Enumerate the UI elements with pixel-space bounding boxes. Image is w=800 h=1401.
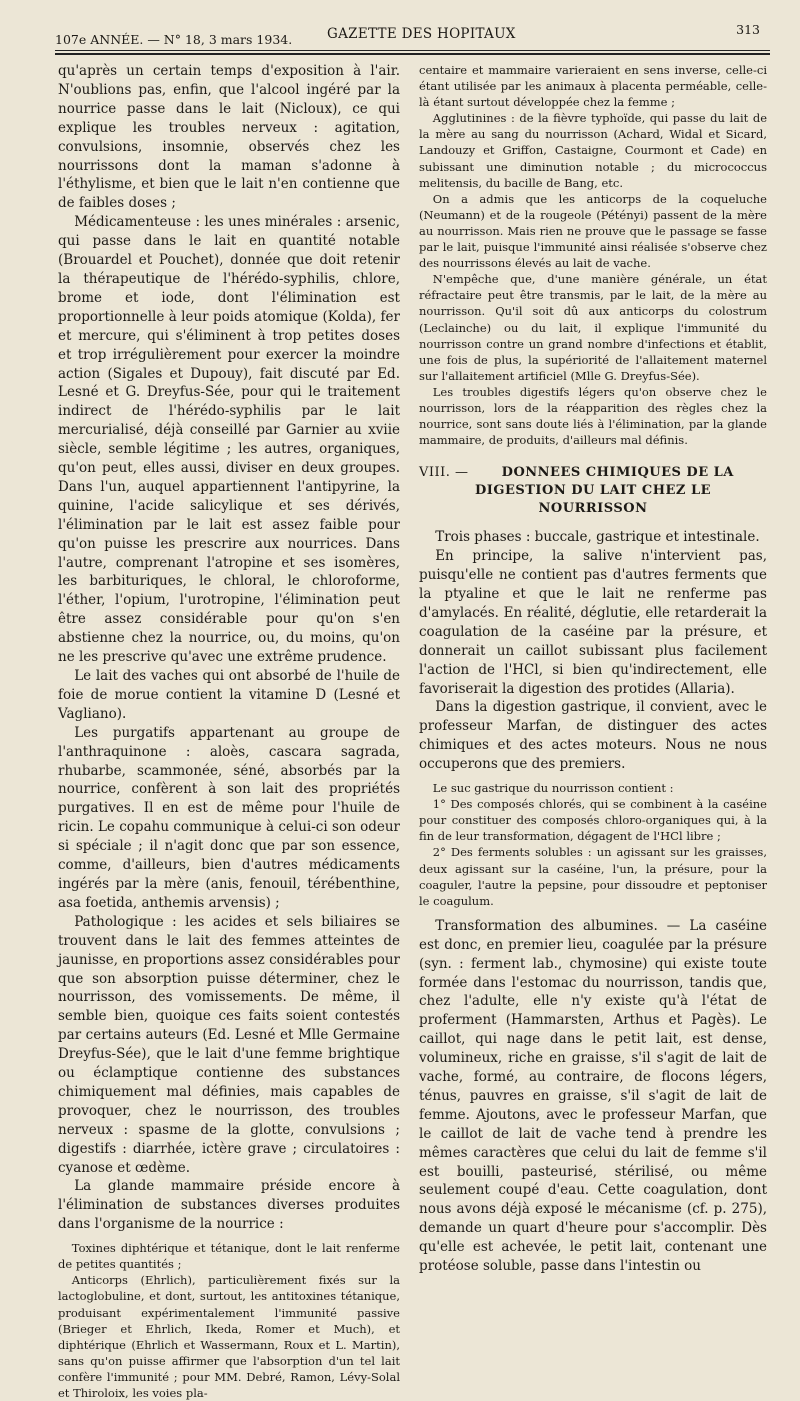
- spacer: [419, 909, 767, 917]
- small-print-block: [58, 1240, 400, 1401]
- page-header: [55, 22, 770, 46]
- paragraph: Pathologique : les acides et sels biliaires se trouvent dans le lait des femmes atteintes de jaunisse, en proportions assez considérables pour que son absorption puisse déterminer, chez le nourrisson, des vomissements. De même, il semble bien, quoique ces faits soient contestés par certains auteurs (Ed. Lesné et Mlle Germaine Dreyfus-Sée), que le lait d'une femme brightique ou éclamptique contienne des substances chimiquement mal définies, mais capables de provoquer, chez le nourrisson, des troubles nerveux : spasme de la glotte, convulsions ; digestifs : diarrhée, ictère grave ; circulatoires : cyanose et œdème.: [58, 913, 400, 1176]
- paragraph: Le lait des vaches qui ont absorbé de l'huile de foie de morue contient la vitamine D (Lesné et Vagliano).: [58, 668, 400, 722]
- paragraph: En principe, la salive n'intervient pas, puisqu'elle ne contient pas d'autres ferments que la ptyaline et que le lait ne renferme pas d'amylacés. En réalité, déglutie, elle retarderait la coagulation de la caséine par la présure, et donnerait un caillot subissant plus facilement l'action de l'HCl, si bien qu'indirectement, elle favoriserait la digestion des protides (Allaria).: [419, 548, 767, 697]
- page-number: 313: [736, 22, 760, 37]
- paragraph: La glande mammaire préside encore à l'élimination de substances diverses produites dans l'organisme de la nourrice :: [58, 1178, 400, 1233]
- header-rule-thick: [55, 53, 770, 55]
- left-column: [58, 62, 400, 1401]
- small-paragraph: 2° Des ferments solubles : un agissant sur les graisses, deux agissant sur la caséine, l'un, la présure, pour la coaguler, l'autre la pepsine, pour dissoudre et peptoniser le coagulum.: [419, 845, 767, 908]
- paragraph: Dans la digestion gastrique, il convient, avec le professeur Marfan, de distinguer des actes chimiques et des actes moteurs. Nous ne nous occuperons que des premiers.: [419, 699, 767, 773]
- small-paragraph: On a admis que les anticorps de la coqueluche (Neumann) et de la rougeole (Pétényi) passent de la mère au nourrisson. Mais rien ne prouve que le passage se fasse par le lait, puisque l'immunité ainsi réalisée s'observe chez des nourrissons élevés au lait de vache.: [419, 191, 767, 271]
- section-title: DONNEES CHIMIQUES DE LA DIGESTION DU LAIT CHEZ LE NOURRISSON: [475, 465, 734, 517]
- issue-info: 107e ANNÉE. — N° 18, 3 mars 1934.: [55, 32, 293, 47]
- small-paragraph: 1° Des composés chlorés, qui se combinent à la caséine pour constituer des composés chloro-organiques qui, à la fin de leur transformation, dégagent de l'HCl libre ;: [419, 797, 767, 844]
- paragraph: Les purgatifs appartenant au groupe de l'anthraquinone : aloès, cascara sagrada, rhubarbe, scammonée, séné, absorbés par la nourrice, confèrent à son lait des propriétés purgatives. Il en est de même pour l'huile de ricin. Le copahu communique à celui-ci son odeur si spéciale ; il n'agit donc que par son essence, comme, d'ailleurs, bien d'autres médicaments ingérés par la mère (anis, fenouil, térébenthine, asa foetida, anthemis arvensis) ;: [58, 724, 400, 911]
- small-paragraph: Le suc gastrique du nourrisson contient :: [432, 781, 674, 796]
- paragraph: qu'après un certain temps d'exposition à l'air. N'oublions pas, enfin, que l'alcool ingéré par la nourrice passe dans le lait (Nicloux), ce qui explique les troubles nerveux : agitation, convulsions, insomnie, observés chez les nourrissons dont la maman s'adonne à l'éthylisme, et bien que le lait n'en contienne que de faibles doses ;: [58, 63, 400, 212]
- section-heading: [419, 464, 767, 518]
- paragraph: Médicamenteuse : les unes minérales : arsenic, qui passe dans le lait en quantité notable (Brouardel et Pouchet), donnée que doit retenir la thérapeutique de l'hérédo-syphilis, chlore, brome et iode, dont l'élimination est proportionnelle à leur poids atomique (Kolda), fer et mercure, qui s'éliminent à trop petites doses et trop irrégulièrement pour exercer la moindre action (Sigales et Dupouy), fait discuté par Ed. Lesné et G. Dreyfus-Sée, pour qui le traitement indirect de l'hérédo-syphilis par le lait mercurialisé, déjà conseillé par Garnier au xviie siècle, semble légitime ; les autres, organiques, qu'on peut, elles aussi, diviser en deux groupes. Dans l'un, auquel appartiennent l'antipyrine, la quinine, l'acide salicylique et ses dérivés, l'élimination par le lait est assez faible pour qu'on puisse les prescrire aux nourrices. Dans l'autre, comprenant l'atropine et ses isomères, les barbituriques, le chloral, le chloroforme, l'éther, l'opium, l'urotropine, l'élimination peut être assez considérable pour qu'on s'en abstienne chez la nourrice, ou, du moins, qu'on ne les prescrive qu'avec une extrême prudence.: [58, 214, 400, 666]
- small-print-block: [419, 780, 767, 909]
- right-column: [419, 62, 767, 1276]
- small-paragraph: centaire et mammaire varieraient en sens inverse, celle-ci étant utilisée par les animaux à placenta perméable, celle-là étant surtout développée chez la femme ;: [419, 63, 767, 110]
- small-paragraph: N'empêche que, d'une manière générale, un état réfractaire peut être transmis, par le lait, de la mère au nourrisson. Qu'il soit dû aux anticorps du colostrum (Leclainche) ou du lait, il explique l'immunité du nourrisson contre un grand nombre d'infections et établit, une fois de plus, la supériorité de l'allaitement maternel sur l'allaitement artificiel (Mlle G. Dreyfus-Sée).: [419, 272, 767, 383]
- section-number: VIII. —: [419, 465, 469, 481]
- small-paragraph: Toxines diphtérique et tétanique, dont le lait renferme de petites quantités ;: [58, 1241, 400, 1272]
- small-paragraph: Les troubles digestifs légers qu'on observe chez le nourrisson, lors de la réapparition des règles chez la nourrice, sont sans doute liés à l'élimination, par la glande mammaire, de produits, d'ailleurs mal définis.: [419, 384, 767, 448]
- header-rule-thin: [55, 50, 770, 51]
- paragraph: Trois phases : buccale, gastrique et intestinale.: [435, 529, 760, 546]
- journal-title: GAZETTE DES HOPITAUX: [327, 26, 516, 42]
- small-paragraph: Agglutinines : de la fièvre typhoïde, qui passe du lait de la mère au sang du nourrisson (Achard, Widal et Sicard, Landouzy et Griffon, Castaigne, Courmont et Cade) en subissant une diminution notable ; du micrococcus melitensis, du bacille de Bang, etc.: [419, 111, 767, 190]
- paragraph: Transformation des albumines. — La caséine est donc, en premier lieu, coagulée par la présure (syn. : ferment lab., chymosine) qui existe toute formée dans l'estomac du nourrisson, tandis que, chez l'adulte, elle n'y existe qu'à l'état de proferment (Hammarsten, Arthus et Pagès). Le caillot, qui nage dans le petit lait, est dense, volumineux, riche en graisse, s'il s'agit de lait de vache, formé, au contraire, de flocons légers, ténus, pauvres en graisse, s'il s'agit de lait de femme. Ajoutons, avec le professeur Marfan, que le caillot de lait de vache tend à prendre les mêmes caractères que celui du lait de femme s'il est bouilli, pasteurisé, stérilisé, ou même seulement coupé d'eau. Cette coagulation, dont nous avons déjà exposé le mécanisme (cf. p. 275), demande un quart d'heure pour s'accomplir. Dès qu'elle est achevée, le petit lait, contenant une protéose soluble, passe dans l'intestin ou: [419, 917, 767, 1275]
- small-paragraph: Anticorps (Ehrlich), particulièrement fixés sur la lactoglobuline, et dont, surtout, les antitoxines tétanique, produisant expérimentalement l'immunité passive (Brieger et Ehrlich, Ikeda, Romer et Much), et diphtérique (Ehrlich et Wassermann, Roux et L. Martin), sans qu'on puisse affirmer que l'absorption d'un tel lait confère l'immunité ; pour MM. Debré, Ramon, Lévy-Solal et Thiroloix, les voies pla-: [58, 1273, 400, 1401]
